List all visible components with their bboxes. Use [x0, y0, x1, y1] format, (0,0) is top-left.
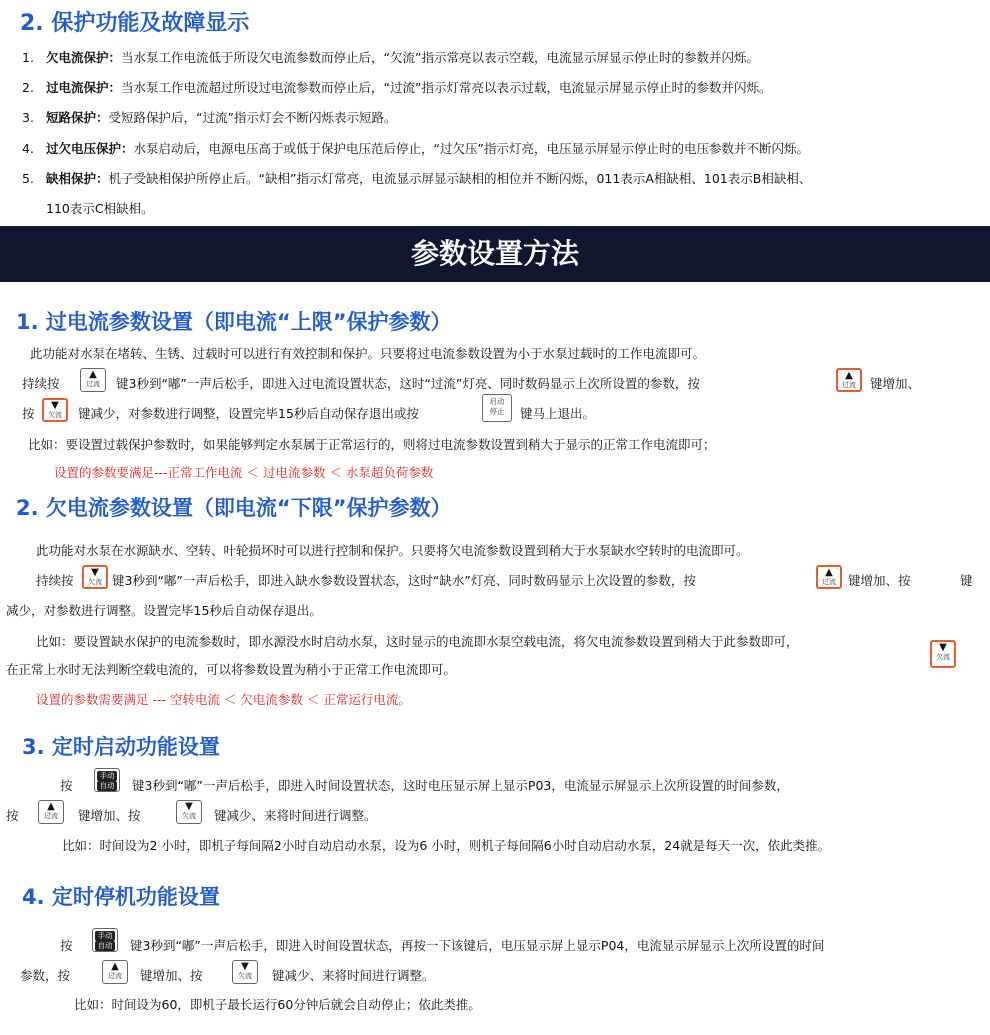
undercurrent-example: 比如：要设置缺水保护的电流参数时，即水源没水时启动水泵，这时显示的电流即水泵空载电流，将欠电流参数设置到稍大于此参数即可，	[36, 634, 799, 649]
timed-start-down-key-icon: ▼ 欠流	[176, 800, 202, 824]
protection-item: 2. 过电流保护：当水泵工作电流超过所设过电流参数而停止后，“过流”指示灯常亮以表示过载，电流显示屏显示停止时的参数并闪烁。	[22, 80, 772, 95]
overcurrent-example: 比如：要设置过载保护参数时，如果能够判定水泵属于正常运行的，则将过电流参数设置到稍大于显示的正常工作电流即可；	[28, 437, 716, 452]
undercurrent-intro: 此功能对水泵在水源缺水、空转、叶轮损坏时可以进行控制和保护。只要将欠电流参数设置到稍大于水泵缺水空转时的电流即可。	[36, 543, 749, 558]
banner-title: 参数设置方法	[410, 237, 579, 270]
overcurrent-exit-text: 键马上退出。	[520, 406, 596, 421]
overcurrent-press-label: 按	[22, 406, 35, 421]
timed-start-example: 比如：时间设为2 小时，即机子每间隔2小时自动启动水泵，设为6 小时，则机子每间隔6小时自动启动水泵，24就是每天一次，依此类推。	[62, 838, 831, 853]
timed-stop-manual-auto-key-icon: 手动 自动	[92, 928, 118, 952]
manual-auto-key-icon: 手动 自动	[94, 768, 120, 792]
protection-item-continuation: 110表示C相缺相。	[46, 201, 154, 216]
undercurrent-step-text: 键3秒到“嘟”一声后松手，即进入缺水参数设置状态，这时“缺水”灯亮、同时数码显示上次设置的参数，按	[112, 573, 696, 588]
timed-stop-step-text: 键3秒到“嘟”一声后松手，即进入时间设置状态，再按一下该键后，电压显示屏上显示P04，电流显示屏显示上次所设置的时间	[130, 938, 825, 953]
undercurrent-example-cont: 在正常上水时无法判断空载电流的，可以将参数设置为稍小于正常工作电流即可。	[6, 662, 457, 677]
timed-start-press2-label: 按	[6, 808, 19, 823]
undercurrent-increase-text: 键增加、按	[848, 573, 911, 588]
timed-stop-params-label: 参数，按	[20, 968, 71, 983]
timed-start-increase-text: 键增加、按	[78, 808, 141, 823]
timed-stop-decrease-text: 键减少、来将时间进行调整。	[272, 968, 435, 983]
undercurrent-down-key-icon-2: ▼ 欠流	[930, 640, 956, 668]
timed-start-step-text: 键3秒到“嘟”一声后松手，即进入时间设置状态，这时电压显示屏上显示P03，电流显示屏显示上次所设置的时间参数，	[132, 778, 789, 793]
timed-stop-section-title: 4. 定时停机功能设置	[22, 885, 220, 909]
overcurrent-intro: 此功能对水泵在堵转、生锈、过载时可以进行有效控制和保护。只要将过电流参数设置为小于水泵过载时的工作电流即可。	[30, 346, 706, 361]
timed-stop-example: 比如：时间设为60，即机子最长运行60分钟后就会自动停止；依此类推。	[74, 997, 481, 1012]
timed-start-up-key-icon: ▲ 过流	[38, 800, 64, 824]
timed-stop-increase-text: 键增加、按	[140, 968, 203, 983]
undercurrent-note: 设置的参数需要满足 --- 空转电流 ＜ 欠电流参数 ＜ 正常运行电流。	[36, 692, 411, 707]
protection-section-title: 2. 保护功能及故障显示	[20, 11, 250, 36]
timed-start-press-label: 按	[60, 778, 73, 793]
protection-item: 5. 缺相保护：机子受缺相保护所停止后。“缺相”指示灯常亮，电流显示屏显示缺相的相位并不断闪烁，011表示A相缺相、101表示B相缺相、	[22, 171, 812, 186]
overcurrent-up-key-icon: ▲ 过流	[80, 368, 106, 392]
overcurrent-section-title: 1. 过电流参数设置（即电流“上限”保护参数）	[16, 310, 452, 334]
timed-start-decrease-text: 键减少、来将时间进行调整。	[214, 808, 377, 823]
undercurrent-section-title: 2. 欠电流参数设置（即电流“下限”保护参数）	[16, 496, 452, 520]
up-key-highlight-icon: ▲ 过流	[836, 368, 862, 392]
overcurrent-step-label: 持续按	[22, 376, 60, 391]
overcurrent-increase-text: 键增加、	[870, 376, 921, 391]
undercurrent-up-key-icon: ▲ 过流	[816, 565, 842, 589]
timed-stop-up-key-icon: ▲ 过流	[102, 960, 128, 984]
overcurrent-step-text: 键3秒到“嘟”一声后松手，即进入过电流设置状态，这时“过流”灯亮、同时数码显示上次所设置的参数，按	[116, 376, 700, 391]
down-key-icon: ▼ 欠流	[42, 398, 68, 422]
undercurrent-down-key-icon: ▼ 欠流	[82, 565, 108, 589]
protection-item: 1. 欠电流保护：当水泵工作电流低于所设欠电流参数而停止后，“欠流”指示常亮以表示空载，电流显示屏显示停止时的参数并闪烁。	[22, 50, 759, 65]
timed-stop-press-label: 按	[60, 938, 73, 953]
overcurrent-decrease-text: 键减少，对参数进行调整，设置完毕15秒后自动保存退出或按	[78, 406, 419, 421]
protection-item: 4. 过欠电压保护：水泵启动后，电源电压高于或低于保护电压范后停止，“过欠压”指示灯亮，电压显示屏显示停止时的电压参数并不断闪烁。	[22, 141, 809, 156]
overcurrent-note: 设置的参数要满足---正常工作电流 ＜ 过电流参数 ＜ 水泵超负荷参数	[54, 465, 434, 480]
protection-item: 3. 短路保护：受短路保护后，“过流”指示灯会不断闪烁表示短路。	[22, 110, 397, 125]
undercurrent-adjust-text: 减少，对参数进行调整。设置完毕15秒后自动保存退出。	[6, 603, 322, 618]
start-stop-key-icon: 启动 停止	[482, 394, 512, 422]
timed-start-section-title: 3. 定时启动功能设置	[22, 735, 220, 759]
undercurrent-key-text: 键	[960, 573, 973, 588]
undercurrent-step-label: 持续按	[36, 573, 74, 588]
timed-stop-down-key-icon: ▼ 欠流	[232, 960, 258, 984]
